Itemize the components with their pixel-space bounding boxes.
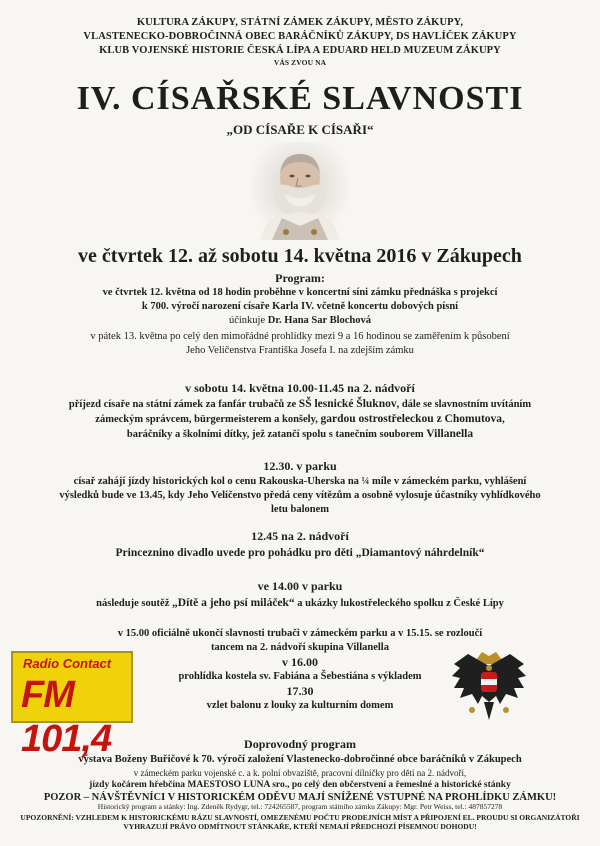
dogs-line-a: následuje soutěž — [96, 598, 173, 609]
event-subtitle: „OD CÍSAŘE K CÍSAŘI“ — [226, 122, 374, 137]
saturday-section — [20, 381, 580, 442]
noon-line-1: císař zahájí jízdy historických kol o cenu Rakouska-Uherska na ¼ míle v zámeckém parku, vyhlášení — [73, 476, 527, 487]
organizers-line-1: KULTURA ZÁKUPY, STÁTNÍ ZÁMEK ZÁKUPY, MĚSTO ZÁKUPY, — [136, 17, 464, 28]
program-label: Program: — [275, 271, 325, 285]
friday-line-2: Jeho Veličenstva Františka Josefa I. na zdejším zámku — [186, 345, 414, 356]
theatre-heading: 12.45 na 2. nádvoří — [251, 529, 349, 543]
thursday-line-2: k 700. výročí narození císaře Karla IV. včetně koncertu dobových písní — [141, 301, 459, 312]
warning-line-2: VYHRAZUJÍ PRÁVO ODMÍTNOUT STÁNKAŘE, KTEŘÍ NEMAJÍ PŘEDCHOZÍ PÍSEMNOU DOHODU! — [123, 822, 477, 831]
radio-contact-logo — [11, 651, 133, 760]
saturday-line-1 — [20, 397, 580, 412]
performer-name: Dr. Hana Sar Blochová — [267, 315, 372, 326]
radio-frequency: FM 101,4 — [21, 674, 112, 760]
saturday-line-3-b: Villanella — [426, 428, 474, 440]
theatre-line — [20, 546, 580, 560]
saturday-heading: v sobotu 14. května 10.00-11.45 na 2. nádvoří — [185, 381, 415, 395]
saturday-line-2-a: zámeckým správcem, bürgermeisterem a konšely, — [95, 414, 321, 425]
friday-line-1: v pátek 13. května po celý den mimořádné prohlídky mezi 9 a 16 hodinou se zaměřením k působení — [90, 331, 510, 342]
dogs-contest-name: „Dítě a jeho psí miláček“ — [172, 597, 295, 609]
organizers-line-2: VLASTENECKO-DOBROČINNÁ OBEC BARÁČNÍKŮ ZÁKUPY, DS HAVLÍČEK ZÁKUPY — [83, 31, 517, 42]
noon-heading: 12.30. v parku — [263, 459, 337, 473]
noon-line-2: výsledků bude ve 13.45, kdy Jeho Veličenstvo předá ceny vítězům a osobně vylosuje účastníky vyhlídkového — [59, 490, 541, 501]
saturday-line-2 — [20, 412, 580, 427]
theatre-section — [20, 529, 580, 560]
event-title: IV. CÍSAŘSKÉ SLAVNOSTI — [76, 80, 524, 117]
organizers — [0, 16, 600, 67]
closing-line-2: tancem na 2. nádvoří skupina Villanella — [211, 642, 389, 653]
saturday-line-3-a: baráčníky a školními dítky, jež zatančí spolu s tanečním souborem — [126, 429, 427, 440]
invite-text: VÁS ZVOU NA — [273, 58, 327, 67]
radio-name: Radio Contact — [23, 656, 112, 671]
accompanying-line-1: výstava Boženy Buřičové k 70. výročí založení Vlastenecko-dobročinné obce baráčníků v Zákupech — [78, 754, 522, 765]
balloon-launch: vzlet balonu z louky za kulturním domem — [206, 700, 394, 711]
saturday-line-2-b: gardou ostrostřeleckou z Chomutova — [320, 413, 503, 425]
footer — [20, 802, 580, 831]
dogs-line-c: a ukázky lukostřeleckého spolku z České Lípy — [294, 598, 504, 609]
program-section — [20, 271, 580, 358]
accompanying-line-4: POZOR – NÁVŠTĚVNÍCI V HISTORICKÉM ODĚVU MAJÍ SNÍŽENÉ VSTUPNÉ NA PROHLÍDKU ZÁMKU! — [43, 792, 557, 803]
church-tour: prohlídka kostela sv. Fabiána a Šebestiána s výkladem — [178, 671, 422, 682]
organizers-line-3: KLUB VOJENSKÉ HISTORIE ČESKÁ LÍPA A EDUARD HELD MUZEUM ZÁKUPY — [99, 45, 501, 56]
event-dates: ve čtvrtek 12. až sobotu 14. května 2016 v Zákupech — [78, 245, 522, 267]
saturday-line-1-a: příjezd císaře na státní zámek za fanfár trubačů ze — [68, 399, 299, 410]
performer-prefix: účinkuje — [228, 315, 268, 326]
emperor-portrait-icon — [252, 142, 348, 240]
dogs-section — [20, 579, 580, 611]
saturday-line-3 — [20, 427, 580, 442]
dogs-heading: ve 14.00 v parku — [257, 579, 343, 593]
dogs-line — [20, 596, 580, 611]
noon-line-3: letu balonem — [270, 504, 330, 515]
theatre-title: „Diamantový náhrdelník“ — [355, 547, 485, 559]
theatre-line-a: Princeznino divadlo uvede pro pohádku pro děti — [115, 547, 356, 559]
warning-line-1: UPOZORNĚNÍ: VZHLEDEM K HISTORICKÉMU RÁZU SLAVNOSTÍ, OMEZENÉMU POČTU PRODEJNÍCH MÍST A PŘIPOJENÍ EL. PROUDU SI ORGANIZÁTOŘI — [20, 813, 580, 822]
imperial-eagle-icon — [448, 646, 530, 724]
saturday-line-1-c: , dále se slavnostním uvítáním — [396, 399, 532, 410]
saturday-line-1-b: SŠ lesnické Šluknov — [298, 398, 397, 410]
accompanying-line-2: v zámeckém parku vojenské c. a k. polní obvaziště, pracovní dílničky pro děti na 2. nádvoří, — [133, 768, 467, 778]
closing-line-1: v 15.00 oficiálně ukončí slavnosti trubači v zámeckém parku a v 15.15. se rozloučí — [117, 628, 483, 639]
time-1730: 17.30 — [286, 684, 314, 698]
time-1600: v 16.00 — [282, 655, 318, 669]
thursday-line-3 — [20, 314, 580, 328]
contacts: Historický program a stánky: Ing. Zdeněk Rydygr, tel.: 724265587, program státního zámku Zákupy: Mgr. Petr Weiss, tel.: 487857278 — [97, 802, 503, 811]
saturday-line-2-c: , — [502, 414, 505, 425]
noon-section — [20, 459, 580, 517]
accompanying-heading: Doprovodný program — [244, 737, 356, 751]
accompanying-line-3: jízdy kočárem hřebčína MAESTOSO LUNA sro., po celý den občerstvení a řemeslné a historické stánky — [89, 780, 511, 790]
accompanying-section — [20, 737, 580, 804]
thursday-line-1: ve čtvrtek 12. května od 18 hodin proběhne v koncertní síni zámku přednáška s projekcí — [102, 287, 498, 298]
